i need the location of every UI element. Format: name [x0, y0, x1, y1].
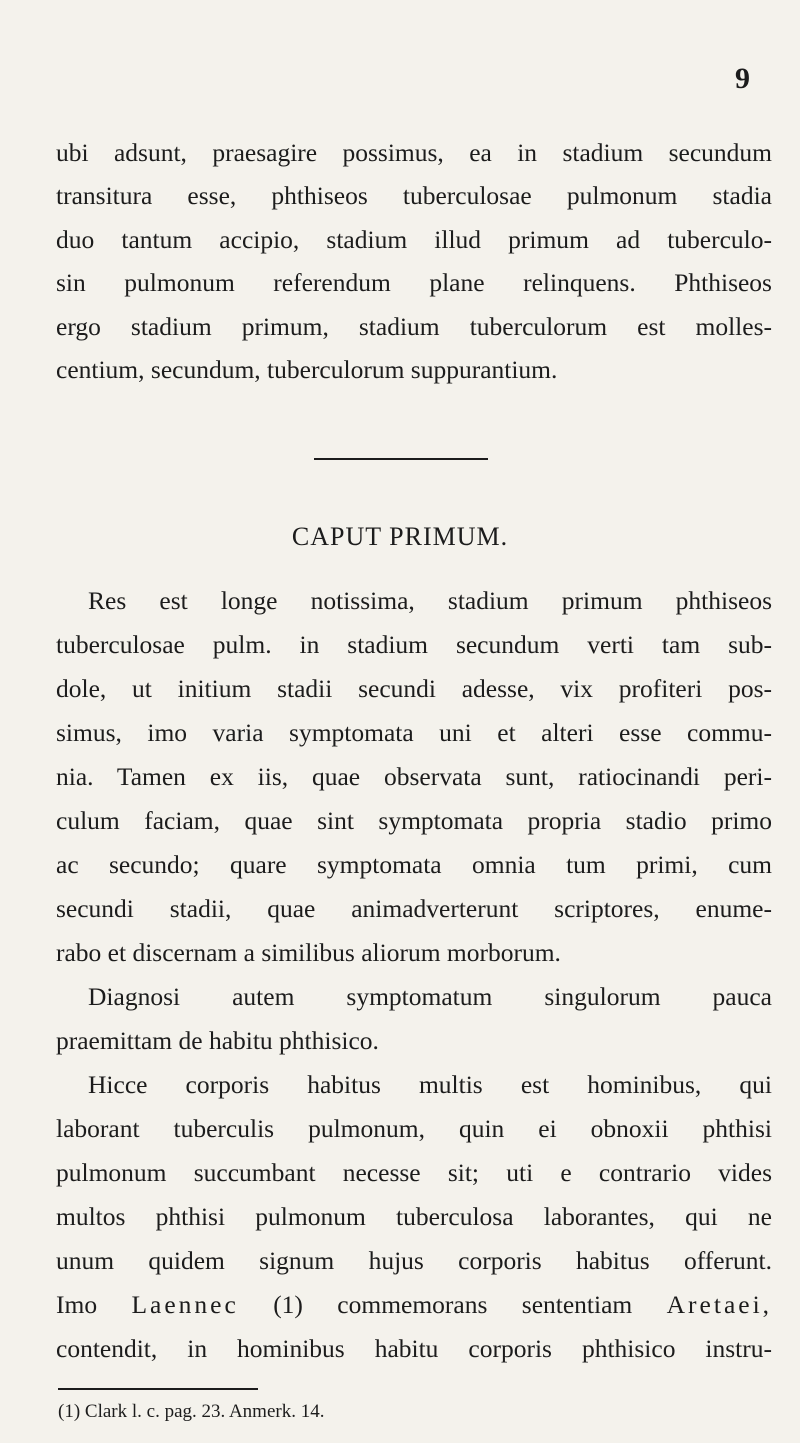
text-line: culum faciam, quae sint symptomata propria stadio primo: [56, 806, 772, 835]
text-line: Hicce corporis habitus multis est hominibus, qui: [88, 1070, 772, 1099]
text-fragment: commemorans sententiam: [337, 1290, 633, 1319]
text-line: pulmonum succumbant necesse sit; uti e contrario vides: [56, 1158, 772, 1187]
text-line: nia. Tamen ex iis, quae observata sunt, ratiocinandi peri-: [56, 762, 772, 791]
text-line: laborant tuberculis pulmonum, quin ei obnoxii phthisi: [56, 1114, 772, 1143]
text-line: ergo stadium primum, stadium tuberculorum est molles-: [56, 312, 772, 341]
text-line: Diagnosi autem symptomatum singulorum pauca: [88, 982, 772, 1011]
text-line: praemittam de habitu phthisico.: [56, 1026, 379, 1055]
text-line: unum quidem signum hujus corporis habitus offerunt.: [56, 1246, 772, 1275]
footnote-reference: (1): [273, 1290, 303, 1319]
text-line: contendit, in hominibus habitu corporis phthisico instru-: [56, 1334, 772, 1363]
text-fragment: Imo: [56, 1290, 98, 1319]
text-line: sin pulmonum referendum plane relinquens. Phthiseos: [56, 268, 772, 297]
text-line: simus, imo varia symptomata uni et alteri esse commu-: [56, 718, 772, 747]
text-line: ubi adsunt, praesagire possimus, ea in stadium secundum: [56, 138, 772, 167]
page-number: 9: [735, 62, 750, 95]
text-line: [56, 1288, 772, 1322]
text-line: rabo et discernam a similibus aliorum morborum.: [56, 938, 561, 967]
footnote-divider: [58, 1388, 258, 1390]
text-line: multos phthisi pulmonum tuberculosa laborantes, qui ne: [56, 1202, 772, 1231]
chapter-heading: CAPUT PRIMUM.: [291, 522, 509, 551]
section-divider: [314, 458, 488, 460]
text-line: secundi stadii, quae animadverterunt scriptores, enume-: [56, 894, 772, 923]
text-line: Res est longe notissima, stadium primum phthiseos: [88, 586, 772, 615]
author-name-aretaeus: Aretaei,: [666, 1290, 773, 1319]
author-name-laennec: Laennec: [131, 1290, 239, 1319]
text-line: centium, secundum, tuberculorum suppurantium.: [56, 355, 558, 384]
text-line: transitura esse, phthiseos tuberculosae pulmonum stadia: [56, 181, 772, 210]
text-line: dole, ut initium stadii secundi adesse, vix profiteri pos-: [56, 674, 772, 703]
footnote: (1) Clark l. c. pag. 23. Anmerk. 14.: [58, 1401, 325, 1422]
text-line: tuberculosae pulm. in stadium secundum verti tam sub-: [56, 630, 772, 659]
text-line: ac secundo; quare symptomata omnia tum primi, cum: [56, 850, 772, 879]
text-line: duo tantum accipio, stadium illud primum ad tuberculo-: [56, 225, 772, 254]
